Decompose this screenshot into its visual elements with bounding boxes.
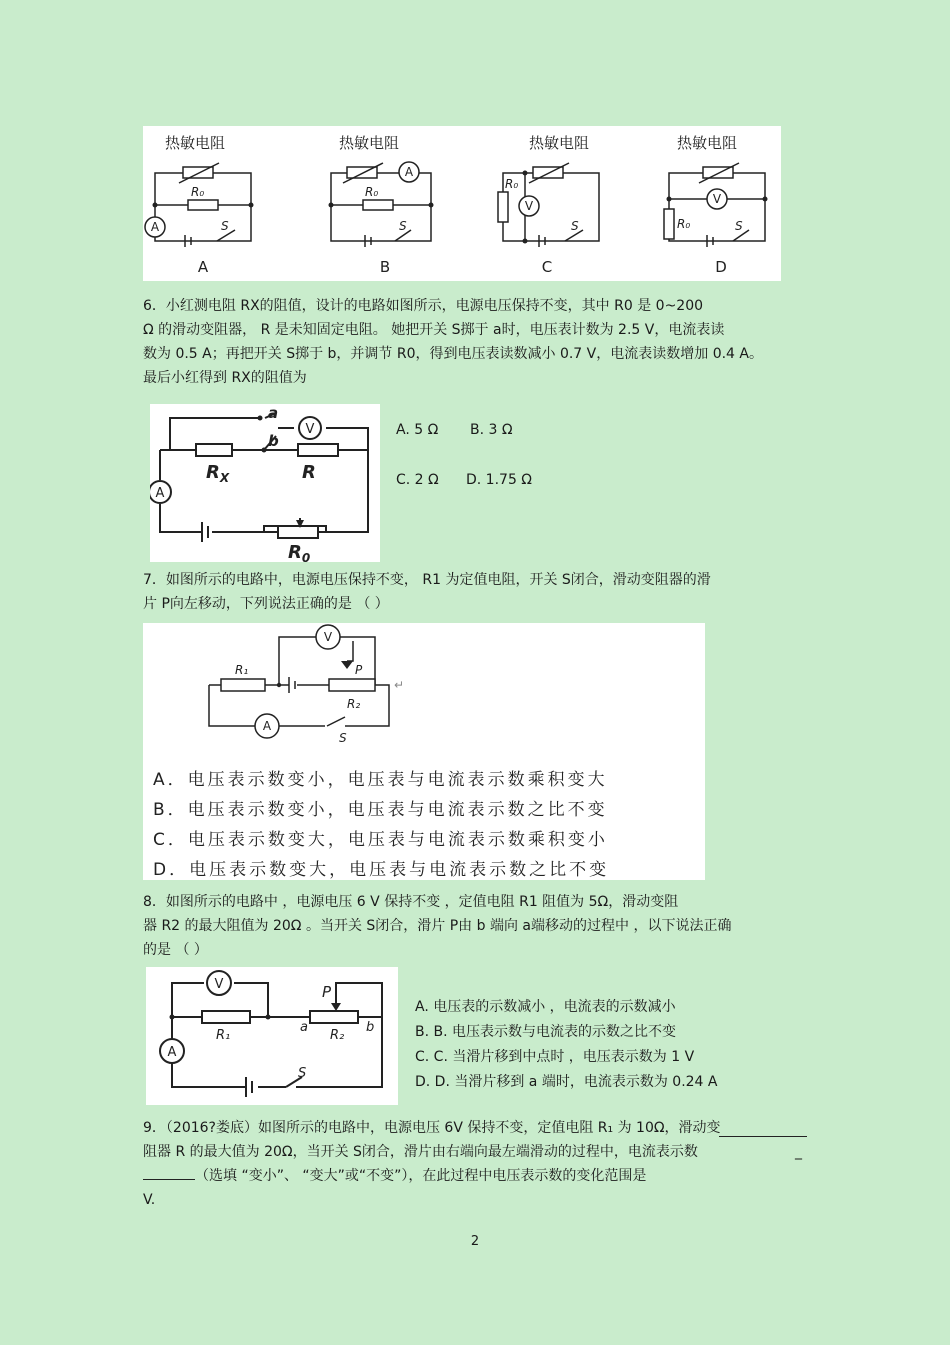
q5-circuit-figure [143, 126, 781, 281]
q7-option-b: B．电压表示数变小，电压表与电流表示数之比不变 [153, 800, 608, 820]
q5-a-ammeter: A [150, 220, 160, 234]
q8-question-text [143, 890, 731, 962]
q6-option-a: A. 5 Ω [396, 422, 439, 438]
q6-option-b: B. 3 Ω [470, 422, 513, 438]
q5-d-r0: R₀ [677, 217, 691, 231]
q8-label-a: a [300, 1020, 308, 1035]
q5-d-voltmeter: V [712, 192, 722, 206]
q6-circuit-diagram [150, 404, 380, 562]
q9-line-2 [143, 1140, 802, 1164]
q8-ammeter: A [167, 1045, 177, 1060]
q8-line-2: 器 R2 的最大阻值为 20Ω 。当开关 S闭合，滑片 P由 b 端向 a端移动的过程中 ，以下说法正确 [143, 918, 732, 934]
q8-option-b: B. B. 电压表示数与电流表的示数之比不变 [415, 1024, 677, 1040]
q9-question-text [143, 1116, 802, 1212]
q5-option-d: D [715, 258, 727, 276]
q5-option-a: A [197, 258, 209, 276]
q5-c-s: S [571, 219, 579, 233]
q6-label-b: b [268, 432, 279, 450]
q7-label-r2: R₂ [347, 697, 361, 711]
q6-label-a: a [268, 404, 279, 422]
q7-figure [143, 623, 705, 880]
q8-option-d: D. D. 当滑片移到 a 端时，电流表示数为 0.24 A [415, 1074, 718, 1090]
q8-option-a: A. 电压表的示数减小 ，电流表的示数减小 [415, 999, 676, 1015]
q6-label-rx: $R_X$ [206, 462, 230, 485]
q5-circuit-diagram [143, 126, 781, 281]
q7-option-a: A．电压表示数变小，电压表与电流表示数乘积变大 [153, 770, 608, 790]
q5-option-c: C [541, 258, 553, 276]
q6-option-d: D. 1.75 Ω [466, 472, 533, 488]
q6-line-3: 数为 0.5 A；再把开关 S掷于 b，并调节 R0，得到电压表读数减小 0.7 V，电流表读数增加 0.4 A。 [143, 346, 763, 362]
q5-c-r0: R₀ [505, 177, 519, 191]
q9-line-4: V. [143, 1192, 156, 1208]
q7-voltmeter: V [323, 630, 333, 644]
q6-circuit-figure [150, 404, 380, 562]
q5-b-r0: R₀ [365, 185, 379, 199]
q9-line-2-text: 阻器 R 的最大值为 20Ω，当开关 S闭合，滑片由右端向最左端滑动的过程中，电流表示数 [143, 1144, 698, 1160]
q7-return-mark: ↵ [393, 678, 405, 692]
q8-voltmeter: V [214, 977, 224, 992]
q7-label-r1: R₁ [235, 663, 249, 677]
q5-b-s: S [399, 219, 407, 233]
q5-label-c-thermistor: 热敏电阻 [529, 134, 590, 152]
q7-line-1: 7．如图所示的电路中，电源电压保持不变， R1 为定值电阻，开关 S闭合，滑动变阻器的滑 [143, 572, 711, 588]
q8-option-c: C. C. 当滑片移到中点时 ，电压表示数为 1 V [415, 1049, 695, 1065]
q9-blank-2[interactable] [719, 1122, 807, 1137]
q9-line-2-tail: _ [795, 1144, 802, 1160]
q5-label-d-thermistor: 热敏电阻 [677, 134, 738, 152]
q9-line-1: 9．（2016?娄底）如图所示的电路中，电源电压 6V 保持不变，定值电阻 R₁ 为 10Ω，滑动变 [143, 1120, 721, 1136]
q6-line-1: 6．小红测电阻 RX的阻值，设计的电路如图所示，电源电压保持不变，其中 R0 是 0~200 [143, 298, 704, 314]
q5-a-r0: R₀ [191, 185, 205, 199]
q9-blank-1[interactable] [143, 1165, 195, 1180]
q9-line-3-text: （选填 “变小”、 “变大”或“不变”），在此过程中电压表示数的变化范围是 [195, 1168, 647, 1184]
q7-option-d: D．电压表示数变大，电压表与电流表示数之比不变 [153, 860, 610, 880]
q8-label-b: b [366, 1020, 375, 1035]
q6-option-c: C. 2 Ω [396, 472, 439, 488]
q6-question-text [143, 294, 763, 390]
q8-circuit-diagram [146, 967, 398, 1105]
q7-option-c: C．电压表示数变大，电压表与电流表示数乘积变小 [153, 830, 608, 850]
q7-label-p: P [355, 663, 363, 677]
q7-line-2: 片 P向左移动，下列说法正确的是 （ ） [143, 596, 389, 612]
q8-label-r2: R₂ [330, 1028, 345, 1043]
q8-line-3: 的是 （ ） [143, 942, 208, 958]
q5-d-s: S [735, 219, 743, 233]
q7-circuit-diagram [143, 623, 705, 763]
q6-label-r0: $R_0$ [288, 542, 311, 562]
q6-line-2: Ω 的滑动变阻器， R 是未知固定电阻。 她把开关 S掷于 a时，电压表计数为 2.5 V，电流表读 [143, 322, 725, 338]
q9-line-3 [143, 1164, 721, 1188]
q7-ammeter: A [262, 719, 272, 733]
q8-label-s: S [298, 1066, 307, 1081]
q5-option-b: B [379, 258, 391, 276]
q5-a-s: S [221, 219, 229, 233]
q6-ammeter: A [155, 486, 165, 501]
q8-circuit-figure [146, 967, 398, 1105]
q7-question-text [143, 568, 711, 616]
q7-label-s: S [339, 731, 347, 745]
q6-label-r: R [302, 462, 316, 483]
page-number: 2 [470, 1234, 480, 1249]
q8-line-1: 8．如图所示的电路中 ，电源电压 6 V 保持不变 ，定值电阻 R1 阻值为 5Ω，滑动变阻 [143, 894, 679, 910]
q6-line-4: 最后小红得到 RX的阻值为 [143, 370, 307, 386]
q8-label-p: P [322, 983, 332, 1001]
q6-voltmeter: V [305, 422, 315, 437]
q5-label-b-thermistor: 热敏电阻 [339, 134, 400, 152]
q5-label-a-thermistor: 热敏电阻 [165, 134, 226, 152]
q5-b-ammeter: A [404, 165, 414, 179]
q5-c-voltmeter: V [524, 199, 534, 213]
q8-label-r1: R₁ [216, 1028, 231, 1043]
